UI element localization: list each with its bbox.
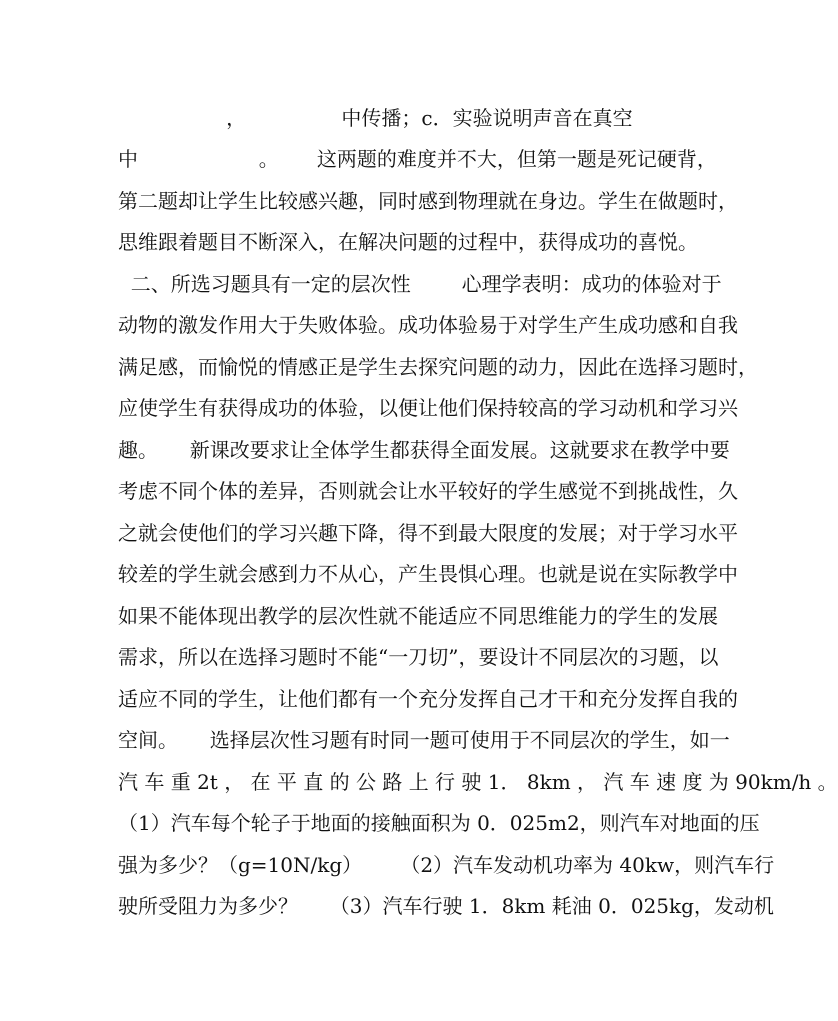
text-line: 二、所选习题具有一定的层次性 心理学表明：成功的体验对于 (118, 272, 722, 296)
text-line: 满足感，而愉悦的情感正是学生去探究问题的动力，因此在选择习题时， (118, 355, 758, 379)
text-line: 需求，所以在选择习题时不能“一刀切”，要设计不同层次的习题，以 (118, 645, 719, 669)
text-line: 较差的学生就会感到力不从心，产生畏惧心理。也就是说在实际教学中 (118, 562, 738, 586)
text-line: 驶所受阻力为多少？ （3）汽车行驶 1．8km 耗油 0．025kg，发动机 (118, 894, 774, 918)
text-line: 第二题却让学生比较感兴趣，同时感到物理就在身边。学生在做题时， (118, 189, 738, 213)
text-line: 空间。 选择层次性习题有时同一题可使用于不同层次的学生，如一 (118, 728, 730, 752)
text-line: 如果不能体现出教学的层次性就不能适应不同思维能力的学生的发展 (118, 604, 718, 628)
text-line: 动物的激发作用大于失败体验。成功体验易于对学生产生成功感和自我 (118, 313, 738, 337)
text-line: 应使学生有获得成功的体验，以便让他们保持较高的学习动机和学习兴 (118, 396, 738, 420)
text-line: 考虑不同个体的差异，否则就会让水平较好的学生感觉不到挑战性，久 (118, 479, 738, 503)
text-line: 之就会使他们的学习兴趣下降，得不到最大限度的发展；对于学习水平 (118, 521, 738, 545)
text-line: 趣。 新课改要求让全体学生都获得全面发展。这就要求在教学中要 (118, 438, 730, 462)
text-line: （1）汽车每个轮子于地面的接触面积为 0．025m2，则汽车对地面的压 (118, 811, 760, 835)
text-line: 适应不同的学生，让他们都有一个充分发挥自己才干和充分发挥自我的 (118, 687, 738, 711)
text-line: 思维跟着题目不断深入，在解决问题的过程中，获得成功的喜悦。 (118, 230, 698, 254)
text-line: ， 中传播；c．实验说明声音在真空 (118, 106, 633, 130)
text-line: 中 。 这两题的难度并不大，但第一题是死记硬背， (118, 147, 717, 171)
text-line: 强为多少？（g=10N/kg） （2）汽车发动机功率为 40kw，则汽车行 (118, 853, 775, 877)
text-line: 汽 车 重 2t ， 在 平 直 的 公 路 上 行 驶 1． 8km ， 汽 车 速 度 为 90km/h 。 (118, 770, 838, 794)
